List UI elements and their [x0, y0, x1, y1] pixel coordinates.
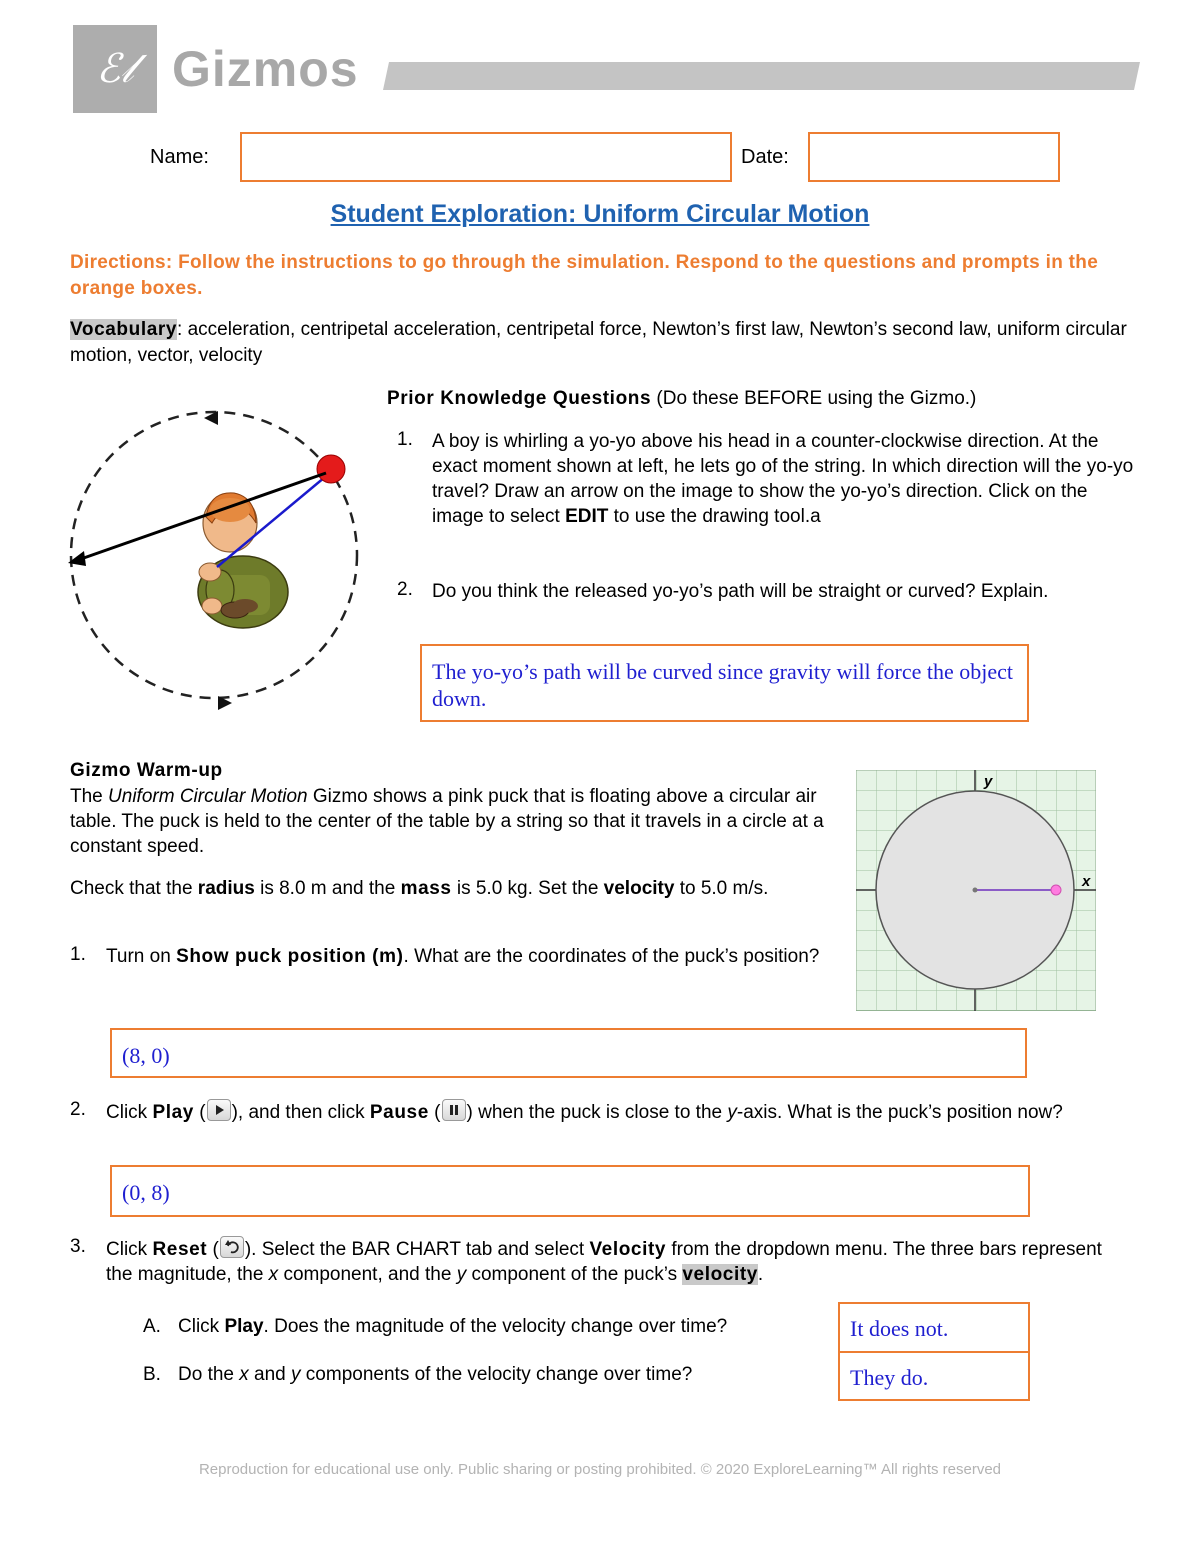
- vocabulary-label: Vocabulary: [70, 319, 178, 340]
- warmup-q1-number: 1.: [70, 944, 86, 965]
- warmup-heading: [70, 760, 223, 782]
- warmup-q3-y: y: [456, 1264, 467, 1285]
- warmup-q1-b: . What are the coordinates of the puck’s position?: [403, 946, 820, 967]
- orbit-path: [71, 412, 357, 698]
- warmup-qa-text: [178, 1316, 828, 1338]
- warmup-qa-a: Click: [178, 1316, 225, 1337]
- warmup-qa-b: . Does the magnitude of the velocity change over time?: [263, 1316, 728, 1337]
- warmup-qb-answer-box[interactable]: [838, 1351, 1030, 1401]
- warmup-qb-answer: They do.: [850, 1365, 929, 1390]
- vocabulary-list: : acceleration, centripetal acceleration, centripetal force, Newton’s first law, Newton’s second law, uniform circular motion, vector, velocity: [70, 319, 1127, 366]
- brand-name: Gizmos: [172, 41, 359, 97]
- gizmo-air-table-figure[interactable]: [856, 770, 1096, 1011]
- prior-q2-text: Do you think the released yo-yo’s path will be straight or curved? Explain.: [432, 581, 1049, 602]
- warmup-q2-answer-box[interactable]: [110, 1165, 1030, 1217]
- warmup-q1-bold: Show puck position (m): [176, 946, 404, 967]
- warmup-q1-answer: (8, 0): [122, 1043, 170, 1068]
- warmup-q2-b: (: [193, 1102, 206, 1123]
- warmup-q2-a: Click: [106, 1102, 153, 1123]
- warmup-qb-y: y: [291, 1364, 301, 1385]
- warmup-q3-reset: Reset: [152, 1239, 208, 1260]
- play-icon: [207, 1099, 231, 1121]
- drawn-arrow-line: [78, 473, 326, 560]
- warmup-q1-text: [106, 944, 826, 969]
- header-bar: [383, 62, 1140, 90]
- warmup-qa-answer-box[interactable]: [838, 1302, 1030, 1353]
- gizmos-logo: [73, 25, 157, 113]
- warmup-p2-a: Check that the: [70, 878, 198, 899]
- prior-knowledge-heading-line: [387, 386, 1147, 411]
- warmup-q3-text: [106, 1236, 1116, 1287]
- prior-q1-text-a: A boy is whirling a yo-yo above his head in a counter-clockwise direction. At the exact moment shown at left, he lets go of the string. In which direction will the yo-yo travel? Draw an arrow on the image to show the yo-yo’s direction. Click on the image to select: [432, 431, 1134, 527]
- name-label: Name:: [150, 146, 209, 168]
- y-axis-label: y: [984, 773, 993, 790]
- warmup-q2-answer: (0, 8): [122, 1180, 170, 1205]
- warmup-p2-mass: mass: [400, 878, 452, 899]
- warmup-p1-b: Gizmo shows a pink puck that is floating above a circular air table. The puck is held to the center of the table by a string so that it travels in a circle at a constant speed.: [70, 786, 824, 857]
- page-title: Student Exploration: Uniform Circular Motion: [330, 200, 870, 228]
- warmup-q2-y: y: [727, 1102, 737, 1123]
- warmup-heading-text: Gizmo Warm-up: [70, 760, 223, 781]
- warmup-q2-e: ) when the puck is close to the: [466, 1102, 728, 1123]
- warmup-p2-d: to 5.0 m/s.: [674, 878, 769, 899]
- warmup-qb-c: components of the velocity change over time?: [300, 1364, 693, 1385]
- prior-q1-text-b: to use the drawing tool.a: [608, 506, 821, 527]
- warmup-q1-answer-box[interactable]: [110, 1028, 1027, 1078]
- warmup-q3-number: 3.: [70, 1236, 86, 1257]
- prior-q1-edit: EDIT: [565, 506, 609, 527]
- warmup-q3-e: component, and the: [278, 1264, 457, 1285]
- yoyo-illustration[interactable]: [60, 405, 370, 715]
- pause-icon: [442, 1099, 466, 1121]
- prior-q1-number: 1.: [397, 429, 413, 450]
- warmup-q2-f: -axis. What is the puck’s position now?: [736, 1102, 1063, 1123]
- x-axis-label: x: [1082, 873, 1091, 890]
- warmup-q3-velocity-highlight: velocity: [682, 1264, 758, 1285]
- footer-copyright: Reproduction for educational use only. Public sharing or posting prohibited. © 2020 ExploreLearning™ All rights reserved: [198, 1461, 1002, 1478]
- reset-icon: [220, 1236, 244, 1258]
- warmup-q3-b: (: [207, 1239, 219, 1260]
- warmup-q3-x: x: [268, 1264, 279, 1285]
- prior-knowledge-note: (Do these BEFORE using the Gizmo.): [651, 388, 977, 409]
- date-field[interactable]: [808, 132, 1060, 182]
- table-center: [973, 888, 978, 893]
- prior-q2-number: 2.: [397, 579, 413, 600]
- warmup-q2-d: (: [428, 1102, 441, 1123]
- warmup-q2-pause: Pause: [369, 1102, 429, 1123]
- prior-q2-answer-box[interactable]: [420, 644, 1029, 722]
- directions-text: Directions: Follow the instructions to go through the simulation. Respond to the questions and prompts in the orange boxes.: [70, 252, 1099, 299]
- warmup-qa-number: A.: [143, 1316, 161, 1337]
- warmup-p2-velocity: velocity: [603, 878, 675, 899]
- warmup-qb-b: and: [248, 1364, 292, 1385]
- vocabulary: [70, 317, 1140, 369]
- warmup-q3-g: .: [757, 1264, 764, 1285]
- logo-glyph: ℰ𝓁: [96, 46, 134, 92]
- puck: [1051, 885, 1061, 895]
- warmup-qb-x: x: [239, 1364, 249, 1385]
- warmup-p2-radius: radius: [197, 878, 255, 899]
- warmup-q2-play: Play: [152, 1102, 194, 1123]
- date-label: Date:: [741, 146, 789, 168]
- warmup-q2-number: 2.: [70, 1099, 86, 1120]
- prior-knowledge-heading: Prior Knowledge Questions: [387, 388, 652, 409]
- warmup-paragraph-1: [70, 784, 840, 859]
- warmup-p1-italic: Uniform Circular Motion: [108, 786, 308, 807]
- warmup-qa-play: Play: [224, 1316, 264, 1337]
- prior-q1-text: [432, 429, 1137, 529]
- warmup-q3-velocity: Velocity: [589, 1239, 667, 1260]
- warmup-q3-f: component of the puck’s: [466, 1264, 683, 1285]
- warmup-q1-a: Turn on: [106, 946, 177, 967]
- name-field[interactable]: [240, 132, 732, 182]
- yoyo-ball: [317, 455, 345, 483]
- warmup-qb-text: [178, 1364, 828, 1386]
- warmup-qb-a: Do the: [178, 1364, 240, 1385]
- warmup-q2-c: ), and then click: [231, 1102, 370, 1123]
- warmup-q3-c: ). Select the BAR CHART tab and select: [244, 1239, 590, 1260]
- warmup-paragraph-2: [70, 876, 830, 901]
- warmup-q2-text: [106, 1099, 1136, 1125]
- warmup-q3-a: Click: [106, 1239, 153, 1260]
- warmup-p2-b: is 8.0 m and the: [254, 878, 401, 899]
- warmup-qa-answer: It does not.: [850, 1316, 949, 1341]
- warmup-p2-c: is 5.0 kg. Set the: [451, 878, 604, 899]
- prior-q2-answer: The yo-yo’s path will be curved since gravity will force the object down.: [432, 659, 1013, 711]
- warmup-p1-a: The: [70, 786, 109, 807]
- warmup-q3-d: from the dropdown menu. The three bars represent the magnitude, the: [106, 1239, 1102, 1285]
- warmup-qb-number: B.: [143, 1364, 161, 1385]
